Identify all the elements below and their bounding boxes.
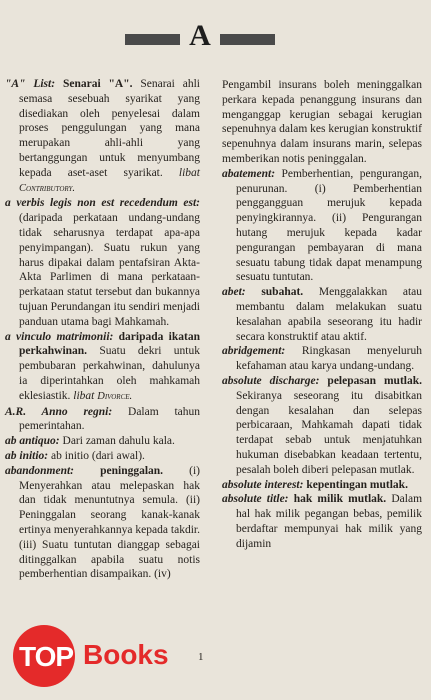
entry-definition: Pengambil insurans boleh meninggalkan perkara kepada penanggung insurans dan menganggap kerugian sebagai kerugian sepenuhnya dalam kes kerugian konstruktif sepenuhnya dalam insurans marin, selepas memberikan notis peninggalan. — [222, 79, 422, 165]
dictionary-entry — [5, 405, 200, 435]
entry-headword: ab antiquo: — [5, 435, 60, 448]
entry-translation: subahat. — [261, 286, 304, 299]
entry-definition: (i) Menyerahkan atau melepaskan hak dan tidak menuntutnya semula. (ii) Peninggalan seorang kanak-kanak ertinya menyerahkannya kepada takdir. (iii) Suatu tuntutan dianggap sebagai ditinggalkan apabila suatu notis pemberhentian disampaikan. (iv) — [19, 464, 201, 581]
left-column — [5, 77, 200, 582]
entry-definition: Ringkasan menyeluruh kefahaman atau karya undang-undang. — [236, 345, 423, 373]
entry-headword: absolute interest: — [222, 478, 304, 491]
entry-cross-reference: Contributory. — [19, 182, 76, 194]
dictionary-entry — [222, 344, 422, 374]
entry-translation: daripada ikatan perkahwinan. — [19, 330, 201, 358]
dictionary-entry — [222, 478, 422, 493]
entry-definition: Suatu dekri untuk pembubaran perkahwinan, dahulunya ia diperintahkan oleh mahkamah eklesiastik. — [19, 345, 200, 402]
dictionary-entry — [5, 434, 200, 449]
dictionary-entry — [222, 285, 422, 344]
dictionary-entry — [222, 167, 422, 285]
entry-headword: a verbis legis non est recedendum est: — [5, 197, 200, 210]
entry-cross-reference: Divorce. — [97, 390, 133, 402]
dictionary-entry — [5, 464, 200, 582]
entry-headword: a vinculo matrimonii: — [5, 330, 114, 343]
entry-definition: Menggalakkan atau membantu dalam melakukan suatu kesalahan apabila seseorang itu hadir secara konstruktif atau aktif. — [236, 286, 423, 343]
entry-translation: hak milik mutlak. — [293, 493, 387, 506]
entry-definition: Senarai ahli semasa sesebuah syarikat yang disediakan oleh penyelesai dalam proses penggulungan yang mana merupakan ahli-ahli yang bertanggungan untuk menyumbang kepada aset-aset syarikat. — [19, 78, 200, 179]
logo-text-top: TOP — [19, 641, 74, 672]
entry-ref-prefix: libat — [178, 166, 200, 179]
section-letter: A — [180, 20, 220, 52]
dictionary-entry — [222, 492, 422, 551]
dictionary-entry — [5, 196, 200, 329]
entry-definition: Sekiranya seseorang itu disabitkan dengan kesalahan dan selepas perbicaraan, Mahkamah dapati tidak terdapat sebab untuk menjatuhkan hukuman disebabkan keadaan tertentu, pesalah boleh diberi pelepasan mutlak. — [236, 389, 422, 476]
entry-headword: abatement: — [222, 167, 276, 180]
entry-headword: absolute title: — [222, 493, 289, 506]
entry-translation: peninggalan. — [100, 464, 164, 477]
entry-headword: A.R. Anno regni: — [5, 405, 113, 418]
entry-headword: ab initio: — [5, 449, 49, 462]
logo-text-books: Books — [83, 639, 169, 670]
entry-definition: Dalam hal hak milik pegangan bebas, pemilik berdaftar mempunyai hak milik yang dijamin — [236, 493, 423, 550]
entry-headword: abet: — [222, 286, 246, 299]
entry-headword: abridgement: — [222, 345, 286, 358]
page-number: 1 — [198, 651, 204, 663]
right-column — [222, 78, 422, 552]
entry-headword: abandonment: — [5, 464, 75, 477]
dictionary-entry — [5, 77, 200, 196]
entry-translation: pelepasan mutlak. — [327, 374, 422, 387]
dictionary-entry — [5, 330, 200, 405]
entry-definition: (daripada perkataan undang-undang tidak seharusnya terdapat apa-apa penyimpangan). Suatu rukun yang harus dipakai dalam pentafsiran Akta-Akta Parlimen di mana perkataan-perkataan statut tersebut dan bukannya tujuan Perundangan itu sendiri menjadi panduan utama bagi Mahkamah. — [19, 212, 200, 328]
entry-definition: Dalam tahun pemerintahan. — [19, 405, 201, 433]
entry-translation: Senarai "A". — [62, 78, 133, 90]
dictionary-entry — [5, 449, 200, 464]
entry-ref-prefix: libat — [73, 389, 95, 402]
entry-definition: Pemberhentian, pengurangan, penurunan. (i) Pemberhentian penggangguan merujuk kepada penyingkirannya. (ii) Pengurangan hutang merujuk kepada kadar pengurangan pembayaran di mana sesuatu tabung tidak dapat menampung sesuatu tuntutan. — [236, 167, 422, 284]
entry-headword: absolute discharge: — [222, 374, 320, 387]
entry-headword: "A" List: — [5, 78, 56, 90]
entry-definition: ab initio (dari awal). — [51, 449, 145, 462]
dictionary-entry — [222, 374, 422, 478]
entry-translation: kepentingan mutlak. — [306, 478, 408, 491]
entry-definition: Dari zaman dahulu kala. — [62, 435, 175, 448]
dictionary-entry — [222, 78, 422, 167]
topbooks-logo — [13, 625, 191, 681]
